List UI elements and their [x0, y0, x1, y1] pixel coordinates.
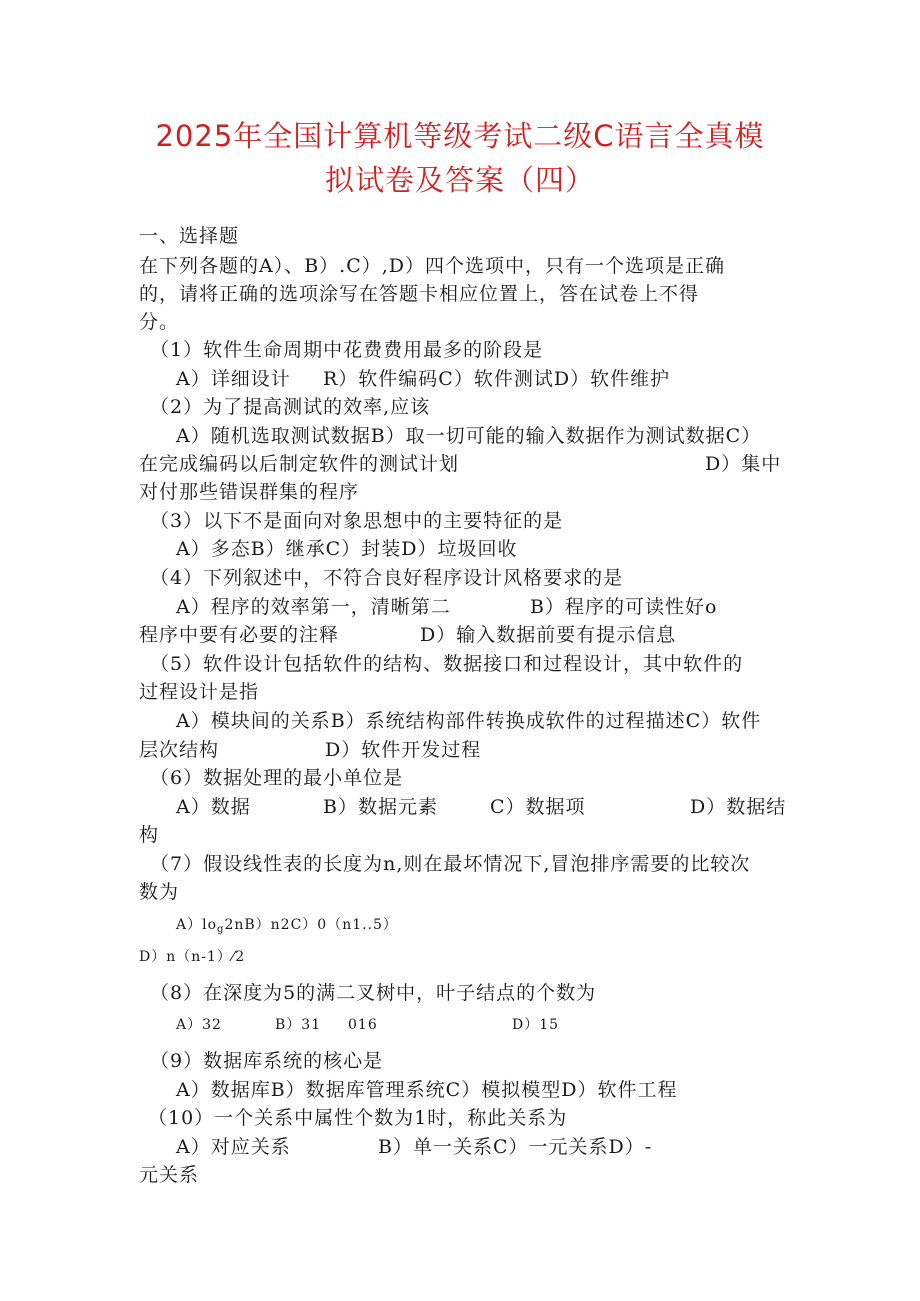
question-6-option-a: A）数据 — [176, 796, 251, 818]
question-10-stem: （10）一个关系中属性个数为1时，称此关系为 — [148, 1107, 568, 1129]
question-7-options-abc: $A)lo_g2nB)n2C)0(n1..5)$ — [176, 917, 398, 935]
question-7-stem-line-1: （7）假设线性表的长度为n,则在最坏情况下,冒泡排序需要的比较次 — [150, 853, 751, 875]
question-4-option-b: B）程序的可读性好o — [530, 596, 718, 618]
question-8-option-c: 016 — [348, 1017, 378, 1033]
question-4-option-d: D）输入数据前要有提示信息 — [420, 624, 677, 646]
question-4-option-c: 程序中要有必要的注释 — [139, 624, 340, 646]
section-intro-line-3: 分。 — [139, 311, 180, 333]
question-6-option-c: C）数据项 — [490, 796, 586, 818]
question-7-stem-line-2: 数为 — [139, 881, 180, 903]
question-5-option-d: D）软件开发过程 — [325, 739, 482, 761]
document-title-line-1: 2025年全国计算机等级考试二级C语言全真模 — [155, 119, 765, 153]
question-8-option-a: A）32 — [176, 1017, 222, 1033]
question-10-options-bcd: B）单一关系C）一元关系D）- — [378, 1136, 653, 1158]
question-8-option-d: D）15 — [512, 1017, 560, 1033]
question-10-option-a: A）对应关系 — [176, 1136, 291, 1158]
question-8-option-b: B）31 — [275, 1017, 322, 1033]
question-2-options-line-1: A）随机选取测试数据B）取一切可能的输入数据作为测试数据C） — [176, 425, 762, 447]
question-9-options: A）数据库B）数据库管理系统C）模拟模型D）软件工程 — [176, 1079, 678, 1101]
question-2-options-line-3: 对付那些错误群集的程序 — [139, 481, 360, 503]
question-4-option-a: A）程序的效率第一，清晰第二 — [176, 596, 451, 618]
question-2-option-d: D）集中 — [705, 453, 782, 475]
question-6-option-d: D）数据结 — [690, 796, 787, 818]
question-2-stem: （2）为了提高测试的效率,应该 — [150, 396, 431, 418]
question-3-stem: （3）以下不是面向对象思想中的主要特征的是 — [150, 510, 564, 532]
question-6-option-d-wrap: 构 — [139, 824, 160, 846]
question-4-stem: （4）下列叙述中，不符合良好程序设计风格要求的是 — [150, 567, 624, 589]
section-intro-line-2: 的，请将正确的选项涂写在答题卡相应位置上，答在试卷上不得 — [139, 283, 700, 305]
question-10-option-d-wrap: 元关系 — [139, 1164, 200, 1186]
document-title-line-2: 拟试卷及答案（四） — [324, 163, 595, 197]
section-intro-line-1: 在下列各题的A）、B）.C）,D）四个选项中，只有一个选项是正确 — [139, 255, 726, 277]
question-1-option-a: A）详细设计 — [176, 368, 291, 390]
question-5-options-line-2a: 层次结构 — [139, 739, 220, 761]
question-1-options-bcd: R）软件编码C）软件测试D）软件维护 — [323, 368, 671, 390]
question-5-options-line-1: A）模块间的关系B）系统结构部件转换成软件的过程描述C）软件 — [176, 710, 762, 732]
question-5-stem-line-2: 过程设计是指 — [139, 681, 260, 703]
question-6-option-b: B）数据元素 — [323, 796, 438, 818]
question-1-stem: （1）软件生命周期中花费费用最多的阶段是 — [150, 339, 544, 361]
question-5-stem-line-1: （5）软件设计包括软件的结构、数据接口和过程设计，其中软件的 — [150, 653, 744, 675]
question-7-option-d: D）n（n-1）⁄2 — [139, 949, 246, 965]
question-9-stem: （9）数据库系统的核心是 — [150, 1050, 384, 1072]
question-8-stem: （8）在深度为5的满二叉树中，叶子结点的个数为 — [150, 982, 597, 1004]
question-3-options: A）多态B）继承C）封装D）垃圾回收 — [176, 538, 518, 560]
question-2-options-line-2: 在完成编码以后制定软件的测试计划 — [139, 453, 460, 475]
section-heading: 一、选择题 — [139, 225, 240, 247]
question-6-stem: （6）数据处理的最小单位是 — [150, 767, 404, 789]
